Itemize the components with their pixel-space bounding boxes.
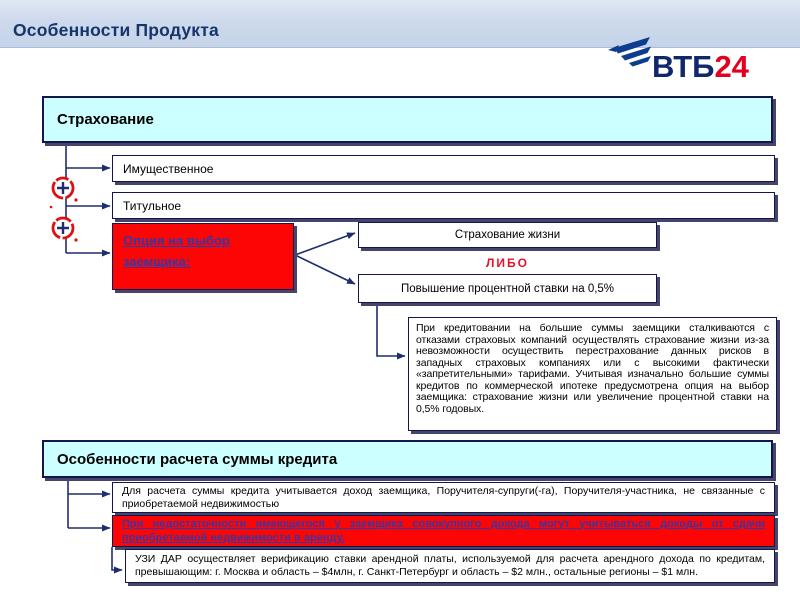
insurance-note-box: При кредитовании на большие суммы заемщики сталкиваются с отказами страховых компаний осуществлять страхование жизни из-за невозможности осуществить перестрахование данных рисков в западных страховых компаниях или с высокими фактически «запретительными» тарифами. Учитывая изначально большие суммы кредитов по коммерческой ипотеке предусмотрена опция на выбор заемщика: страхование жизни или увеличение процентной ставки на 0,5% годовых. — [408, 317, 777, 431]
choice-rate-increase-box: Повышение процентной ставки на 0,5% — [358, 274, 657, 303]
logo-wordmark — [652, 50, 749, 84]
choice-life-insurance-box: Страхование жизни — [358, 222, 657, 248]
rule-income-box: Для расчета суммы кредита учитывается доход заемщика, Поручителя-супруги(-га), Поручителя-участника, не связанные с приобретаемой недвижимостью — [112, 482, 775, 513]
insurance-item-property: Имущественное — [112, 155, 775, 182]
or-label: ЛИБО — [485, 256, 529, 270]
logo-suffix-text: 24 — [714, 49, 749, 84]
page-title: Особенности Продукта — [13, 20, 219, 40]
calculation-section-header: Особенности расчета суммы кредита — [42, 440, 773, 478]
logo-brand-text: ВТБ — [652, 49, 715, 84]
insurance-item-title: Титульное — [112, 192, 775, 219]
insurance-section-header: Страхование — [42, 96, 773, 143]
plus-circle-icon — [50, 178, 78, 208]
vtb24-logo — [606, 34, 781, 88]
rule-verification-box: УЗИ ДАР осуществляет верификацию ставки арендной платы, используемой для расчета арендного дохода по кредитам, превышающим: г. Москва и область – $4млн, г. Санкт-Петербург и область – $2 млн., остальные регионы – $1 млн. — [125, 549, 775, 583]
rule-rent-income-box: При недостаточности имеющегося у заемщика совокупного дохода могут учитываться доходы от сдачи приобретаемой недвижимости в аренду. — [112, 515, 775, 547]
vtb-wing-icon — [608, 36, 652, 70]
borrower-option-box: Опция на выбор заемщика: — [112, 223, 294, 290]
plus-circle-icon — [53, 218, 78, 242]
